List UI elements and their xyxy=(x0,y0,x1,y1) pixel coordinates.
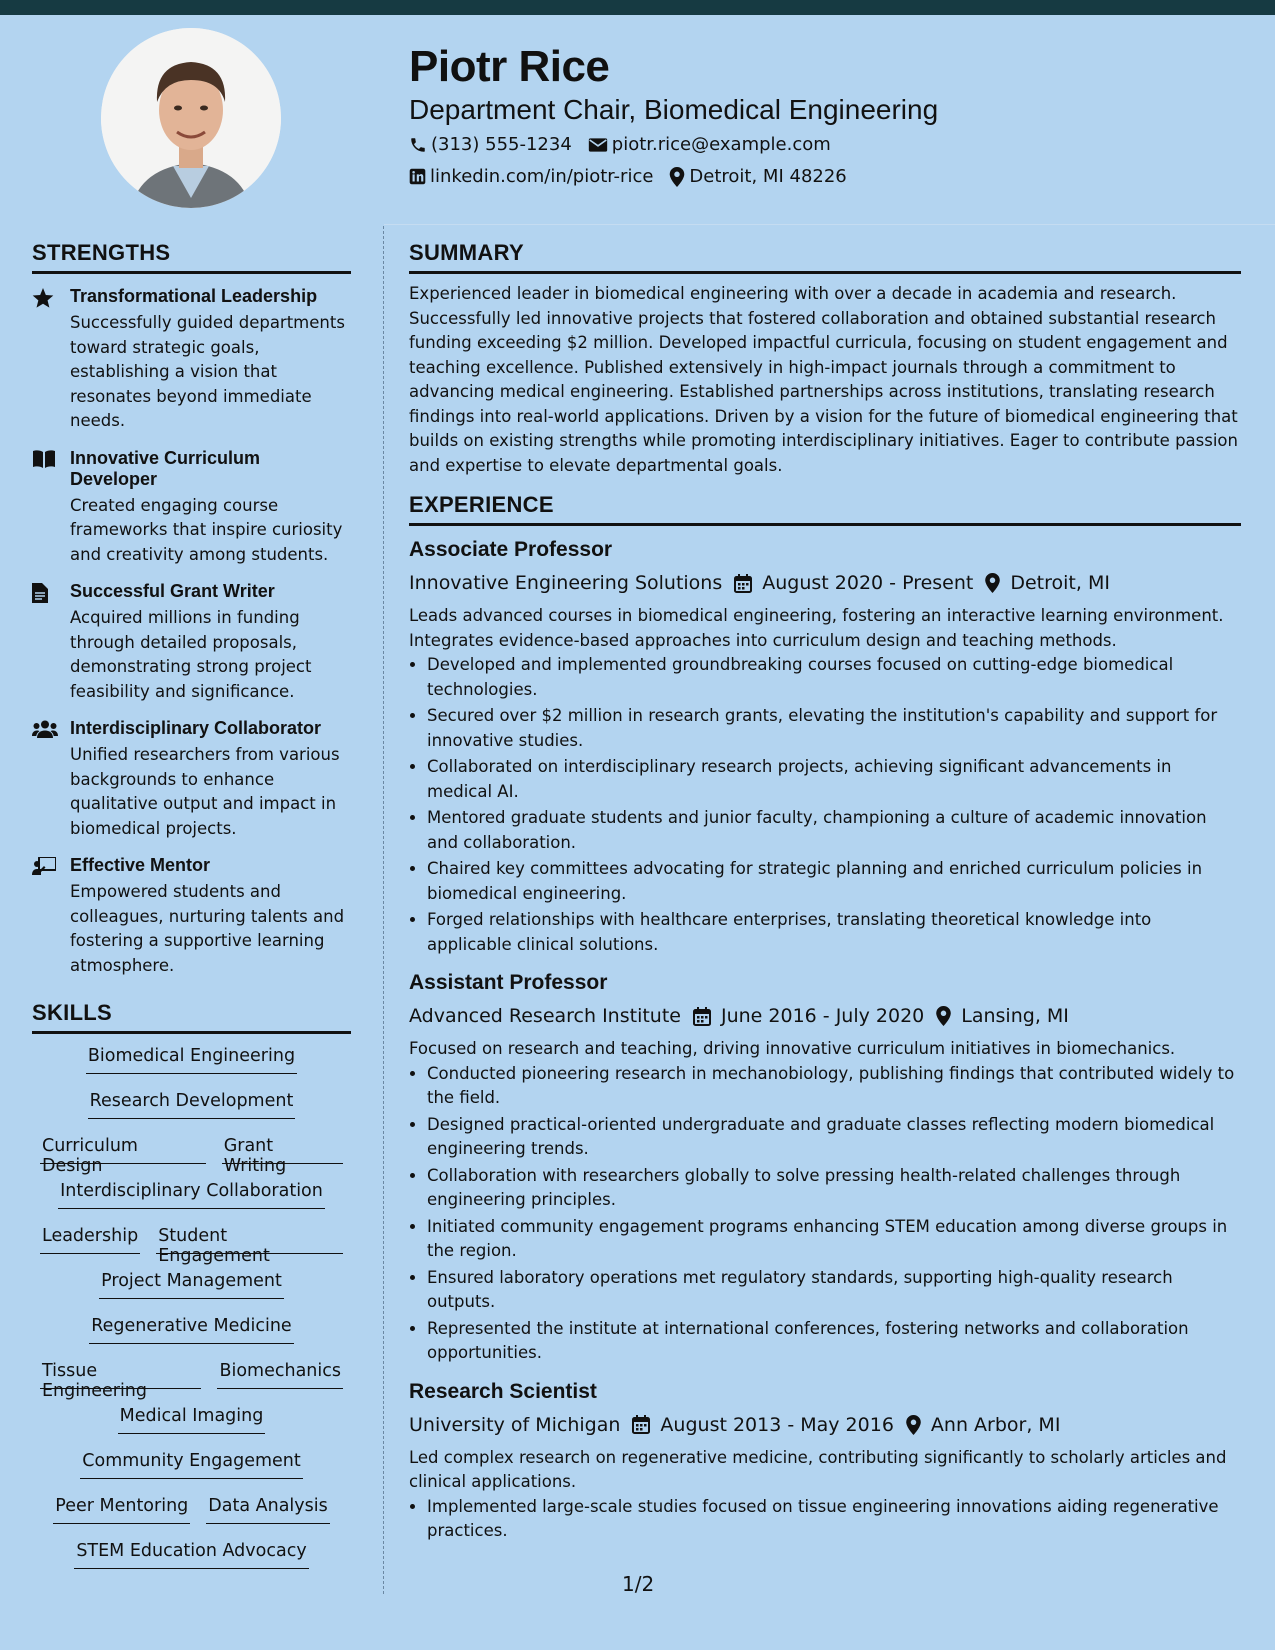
envelope-icon xyxy=(588,137,608,153)
experience-heading: EXPERIENCE xyxy=(409,492,1241,526)
strengths-heading: STRENGTHS xyxy=(32,240,351,274)
strength-title: Effective Mentor xyxy=(70,855,211,875)
job-dates: June 2016 - July 2020 xyxy=(720,1005,925,1027)
contact-email[interactable] xyxy=(588,134,831,155)
job-title: Assistant Professor xyxy=(409,971,608,994)
phone-icon xyxy=(409,136,427,154)
skills-list xyxy=(32,1046,351,1586)
job-entry xyxy=(409,971,1241,1366)
contact-location xyxy=(669,166,846,187)
job-bullets xyxy=(409,653,1241,957)
job-bullet: • Initiated community engagement programs enhancing STEM education among diverse groups in the region. xyxy=(427,1215,1241,1264)
document-icon xyxy=(32,583,48,603)
job-bullets xyxy=(409,1062,1241,1366)
linkedin-text: linkedin.com/in/piotr-rice xyxy=(430,166,654,187)
skill-tag: Biomedical Engineering xyxy=(86,1046,297,1074)
job-bullet: • Represented the institute at international conferences, fostering networks and collaboration opportunities. xyxy=(427,1317,1241,1366)
job-entry xyxy=(409,1380,1241,1544)
job-dates: August 2020 - Present xyxy=(762,572,974,594)
skill-tag: Biomechanics xyxy=(217,1361,343,1389)
users-icon xyxy=(32,720,58,738)
candidate-title: Department Chair, Biomedical Engineering xyxy=(409,94,939,125)
job-title: Associate Professor xyxy=(409,538,613,561)
strength-desc: Successfully guided departments toward strategic goals, establishing a vision that resonates beyond immediate needs. xyxy=(70,313,345,430)
calendar-icon xyxy=(734,574,752,593)
contact-row-2 xyxy=(409,166,863,187)
location-text: Detroit, MI 48226 xyxy=(689,166,847,187)
strength-title: Interdisciplinary Collaborator xyxy=(70,718,322,738)
job-company: University of Michigan xyxy=(409,1413,621,1436)
map-pin-icon xyxy=(669,167,685,187)
strength-item xyxy=(32,448,351,568)
job-desc: Leads advanced courses in biomedical engineering, fostering an interactive learning environment. Integrates evidence-based approaches into curriculum design and teaching methods. xyxy=(409,606,1224,650)
job-desc: Focused on research and teaching, driving innovative curriculum initiatives in biomechanics. xyxy=(409,1039,1176,1058)
job-title: Research Scientist xyxy=(409,1379,597,1403)
skill-tag: Project Management xyxy=(99,1271,284,1299)
map-pin-icon xyxy=(906,1415,921,1435)
job-entry xyxy=(409,538,1241,957)
linkedin-icon xyxy=(409,168,426,185)
map-pin-icon xyxy=(985,573,1000,593)
teacher-icon xyxy=(32,857,56,875)
job-location: Lansing, MI xyxy=(961,1005,1069,1027)
calendar-icon xyxy=(693,1007,711,1026)
skill-tag: Regenerative Medicine xyxy=(89,1316,293,1344)
star-icon xyxy=(32,288,54,309)
calendar-icon xyxy=(632,1415,650,1434)
contact-phone[interactable] xyxy=(409,134,572,155)
job-bullet: • Ensured laboratory operations met regulatory standards, supporting high-quality research outputs. xyxy=(427,1266,1241,1315)
strength-desc: Unified researchers from various backgrounds to enhance qualitative output and impact in biomedical projects. xyxy=(70,745,340,838)
strength-title: Successful Grant Writer xyxy=(70,581,275,601)
job-bullet: • Forged relationships with healthcare enterprises, translating theoretical knowledge into applicable clinical solutions. xyxy=(427,908,1241,957)
book-icon xyxy=(32,450,56,468)
skill-tag: Curriculum Design xyxy=(40,1136,206,1164)
skills-section xyxy=(32,1000,351,1586)
header-divider xyxy=(384,224,1275,225)
summary-heading: SUMMARY xyxy=(409,240,1241,274)
job-bullet: • Collaborated on interdisciplinary research projects, achieving significant advancements in medical AI. xyxy=(427,755,1241,804)
summary-text: Experienced leader in biomedical engineering with over a decade in academia and research. Successfully led innovative projects that fostered collaboration and obtained substantial research funding exceeding $2 million. Developed impactful curricula, focusing on student engagement and teaching excellence. Published extensively in high-impact journals through a commitment to advancing medical engineering. Established partnerships across institutions, translating research findings into real-world applications. Driven by a vision for the future of biomedical engineering that builds on existing strengths while promoting interdisciplinary initiatives. Eager to contribute passion and expertise to elevate departmental goals. xyxy=(409,284,1238,475)
left-column xyxy=(32,240,351,1586)
job-bullet: • Developed and implemented groundbreaking courses focused on cutting-edge biomedical technologies. xyxy=(427,653,1241,702)
strength-title: Innovative Curriculum Developer xyxy=(70,447,261,489)
strength-desc: Created engaging course frameworks that inspire curiosity and creativity among students. xyxy=(70,495,343,564)
job-bullet: • Conducted pioneering research in mechanobiology, publishing findings that contributed widely to the field. xyxy=(427,1062,1241,1111)
job-bullet: • Chaired key committees advocating for strategic planning and enriched curriculum policies in biomedical engineering. xyxy=(427,857,1241,906)
right-column xyxy=(409,240,1241,1558)
contact-linkedin[interactable] xyxy=(409,166,653,187)
skill-tag: Student Engagement xyxy=(156,1226,343,1254)
skill-tag: Tissue Engineering xyxy=(40,1361,201,1389)
column-divider xyxy=(383,226,384,1594)
job-meta xyxy=(409,572,1241,594)
job-company: Advanced Research Institute xyxy=(409,1005,681,1027)
strength-item xyxy=(32,718,351,841)
phone-text: (313) 555-1234 xyxy=(431,134,572,155)
strength-item xyxy=(32,581,351,704)
skill-tag: Leadership xyxy=(40,1226,140,1254)
job-bullet: • Secured over $2 million in research grants, elevating the institution's capability and support for innovative studies. xyxy=(427,704,1241,753)
skill-tag: Interdisciplinary Collaboration xyxy=(58,1181,325,1209)
job-bullets xyxy=(409,1495,1241,1544)
strength-desc: Empowered students and colleagues, nurturing talents and fostering a supportive learning atmosphere. xyxy=(70,882,345,975)
skill-tag: Peer Mentoring xyxy=(53,1496,190,1524)
job-bullet: • Implemented large-scale studies focused on tissue engineering innovations aiding regenerative practices. xyxy=(427,1495,1241,1544)
job-desc: Led complex research on regenerative medicine, contributing significantly to scholarly articles and clinical applications. xyxy=(409,1447,1227,1491)
skill-tag: Grant Writing xyxy=(222,1136,343,1164)
strength-item xyxy=(32,286,351,434)
job-location: Detroit, MI xyxy=(1010,572,1110,594)
job-bullet: • Collaboration with researchers globally to solve pressing health-related challenges through engineering principles. xyxy=(427,1164,1241,1213)
strength-item xyxy=(32,855,351,978)
contact-row-1 xyxy=(409,134,847,155)
job-meta xyxy=(409,1414,1241,1436)
strength-title: Transformational Leadership xyxy=(70,286,318,306)
job-bullet: • Mentored graduate students and junior faculty, championing a culture of academic innovation and collaboration. xyxy=(427,806,1241,855)
skill-tag: Data Analysis xyxy=(206,1496,329,1524)
skills-heading: SKILLS xyxy=(32,1000,351,1034)
job-company: Innovative Engineering Solutions xyxy=(409,572,723,594)
email-text: piotr.rice@example.com xyxy=(611,134,831,155)
skill-tag: Medical Imaging xyxy=(118,1406,266,1434)
page-number: 1/2 xyxy=(622,1572,655,1596)
strength-desc: Acquired millions in funding through detailed proposals, demonstrating strong project feasibility and significance. xyxy=(70,608,312,701)
skill-tag: STEM Education Advocacy xyxy=(74,1541,308,1569)
job-bullet: • Designed practical-oriented undergraduate and graduate classes reflecting modern biomedical engineering trends. xyxy=(427,1113,1241,1162)
map-pin-icon xyxy=(936,1006,951,1026)
profile-photo xyxy=(101,28,281,208)
candidate-name: Piotr Rice xyxy=(409,42,610,91)
skill-tag: Research Development xyxy=(88,1091,296,1119)
job-dates: August 2013 - May 2016 xyxy=(660,1413,894,1436)
job-location: Ann Arbor, MI xyxy=(930,1413,1061,1436)
top-bar xyxy=(0,0,1275,15)
skill-tag: Community Engagement xyxy=(80,1451,302,1479)
job-meta xyxy=(409,1005,1241,1027)
